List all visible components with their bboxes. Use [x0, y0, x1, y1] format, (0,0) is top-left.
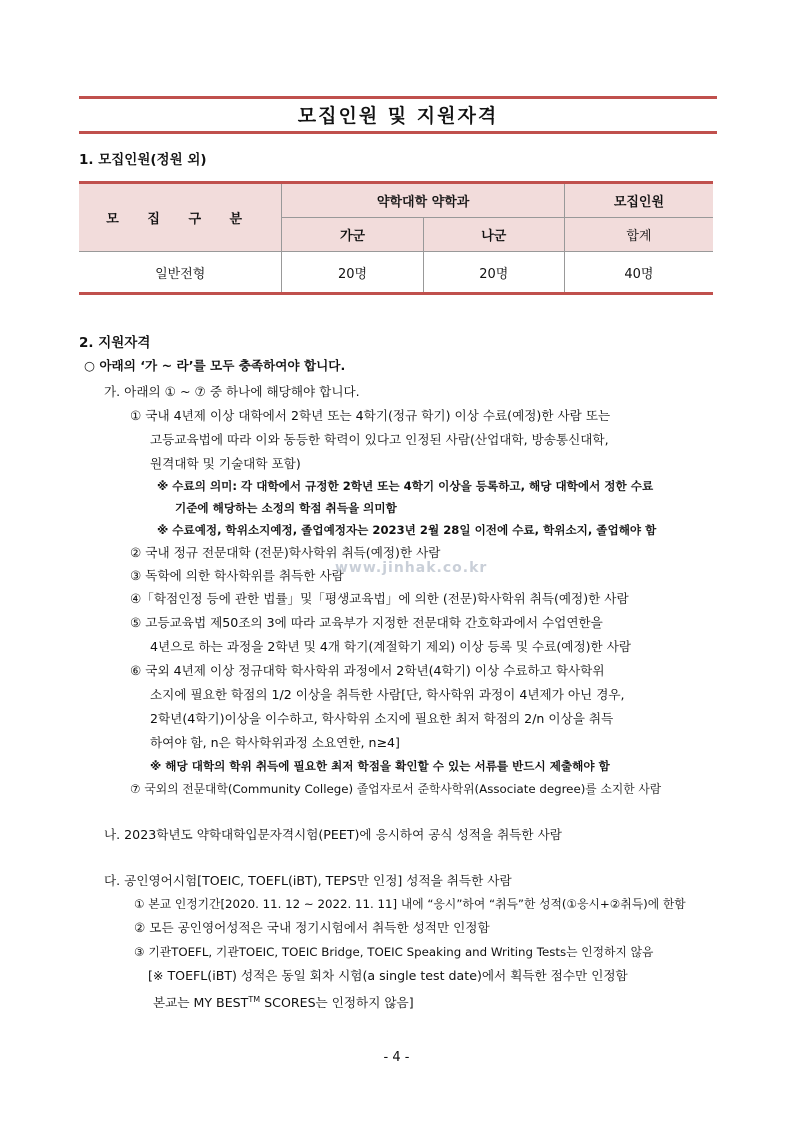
da-item4-text-a: 본교는 MY BEST [153, 995, 249, 1011]
note1-line1: ※ 수료의 의미: 각 대학에서 규정한 2학년 또는 4학기 이상을 등록하고, 해당 대학에서 정한 수료 [157, 479, 654, 493]
da-item1: ① 본교 인정기간[2020. 11. 12 ~ 2022. 11. 11] 내에 “응시”하여 “취득”한 성적(①응시+②취득)에 한함 [134, 897, 686, 911]
col-dept: 약학대학 약학과 [282, 183, 564, 218]
item3: ③ 독학에 의한 학사학위를 취득한 사람 [130, 568, 344, 583]
da-item4-text-b: SCORES는 인정하지 않음] [260, 995, 414, 1011]
section2-heading: 2. 지원자격 [79, 335, 151, 351]
sub-sum: 합계 [564, 218, 713, 252]
item5-line2: 4년으로 하는 과정을 2학년 및 4개 학기(계절학기 제외) 이상 등록 및 수료(예정)한 사람 [150, 639, 632, 654]
row-sum: 40명 [564, 252, 713, 294]
page-title: 모집인원 및 지원자격 [297, 105, 499, 127]
section1-heading: 1. 모집인원(정원 외) [79, 152, 207, 168]
col-total: 모집인원 [564, 183, 713, 218]
da-item4-line1: [※ TOEFL(iBT) 성적은 동일 회차 시험(a single test date)에서 획득한 점수만 인정함 [148, 968, 628, 983]
note2: ※ 수료예정, 학위소지예정, 졸업예정자는 2023년 2월 28일 이전에 수료, 학위소지, 졸업해야 함 [157, 523, 657, 537]
item6-line1: ⑥ 국외 4년제 이상 정규대학 학사학위 과정에서 2학년(4학기) 이상 수료하고 학사학위 [130, 663, 605, 678]
page-number: - 4 - [383, 1050, 410, 1065]
item4: ④「학점인정 등에 관한 법률」및「평생교육법」에 의한 (전문)학사학위 취득(예정)한 사람 [130, 591, 629, 606]
sub-na: 나군 [423, 218, 564, 252]
item1-line1: ① 국내 4년제 이상 대학에서 2학년 또는 4학기(정규 학기) 이상 수료(예정)한 사람 또는 [130, 408, 611, 423]
item6-line4: 하여야 함, n은 학사학위과정 소요연한, n≥4] [150, 735, 400, 750]
da-heading: 다. 공인영어시험[TOEIC, TOEFL(iBT), TEPS만 인정] 성적을 취득한 사람 [104, 873, 512, 888]
sub-ga: 가군 [282, 218, 423, 252]
ga-heading: 가. 아래의 ① ~ ⑦ 중 하나에 해당해야 합니다. [104, 384, 360, 399]
item1-line2: 고등교육법에 따라 이와 동등한 학력이 있다고 인정된 사람(산업대학, 방송통신대학, [150, 432, 609, 447]
watermark: www.jinhak.co.kr [335, 560, 488, 576]
da-item4-line2 [153, 990, 414, 1013]
intro-line: ○ 아래의 ‘가 ~ 라’를 모두 충족하여야 합니다. [84, 358, 346, 373]
recruitment-table [79, 181, 713, 295]
item2: ② 국내 정규 전문대학 (전문)학사학위 취득(예정)한 사람 [130, 545, 441, 560]
item7: ⑦ 국외의 전문대학(Community College) 졸업자로서 준학사학위(Associate degree)를 소지한 사람 [130, 782, 662, 796]
title-box [79, 96, 717, 134]
row-ga: 20명 [282, 252, 423, 294]
item1-line3: 원격대학 및 기술대학 포함) [150, 456, 301, 471]
col-gubun: 모 집 구 분 [79, 183, 282, 252]
row-label: 일반전형 [79, 252, 282, 294]
row-na: 20명 [423, 252, 564, 294]
item6-line3: 2학년(4학기)이상을 이수하고, 학사학위 소지에 필요한 최저 학점의 2/n 이상을 취득 [150, 711, 614, 726]
na-line: 나. 2023학년도 약학대학입문자격시험(PEET)에 응시하여 공식 성적을 취득한 사람 [104, 827, 562, 842]
item5-line1: ⑤ 고등교육법 제50조의 3에 따라 교육부가 지정한 전문대학 간호학과에서 수업연한을 [130, 615, 603, 630]
da-item2: ② 모든 공인영어성적은 국내 정기시험에서 취득한 성적만 인정함 [134, 920, 490, 935]
note1-line2: 기준에 해당하는 소정의 학점 취득을 의미함 [175, 501, 397, 515]
trademark-sup: TM [248, 995, 261, 1004]
note3: ※ 해당 대학의 학위 취득에 필요한 최저 학점을 확인할 수 있는 서류를 반드시 제출해야 함 [150, 759, 610, 773]
da-item3: ③ 기관TOEFL, 기관TOEIC, TOEIC Bridge, TOEIC Speaking and Writing Tests는 인정하지 않음 [134, 945, 654, 959]
item6-line2: 소지에 필요한 학점의 1/2 이상을 취득한 사람[단, 학사학위 과정이 4년제가 아닌 경우, [150, 687, 625, 702]
